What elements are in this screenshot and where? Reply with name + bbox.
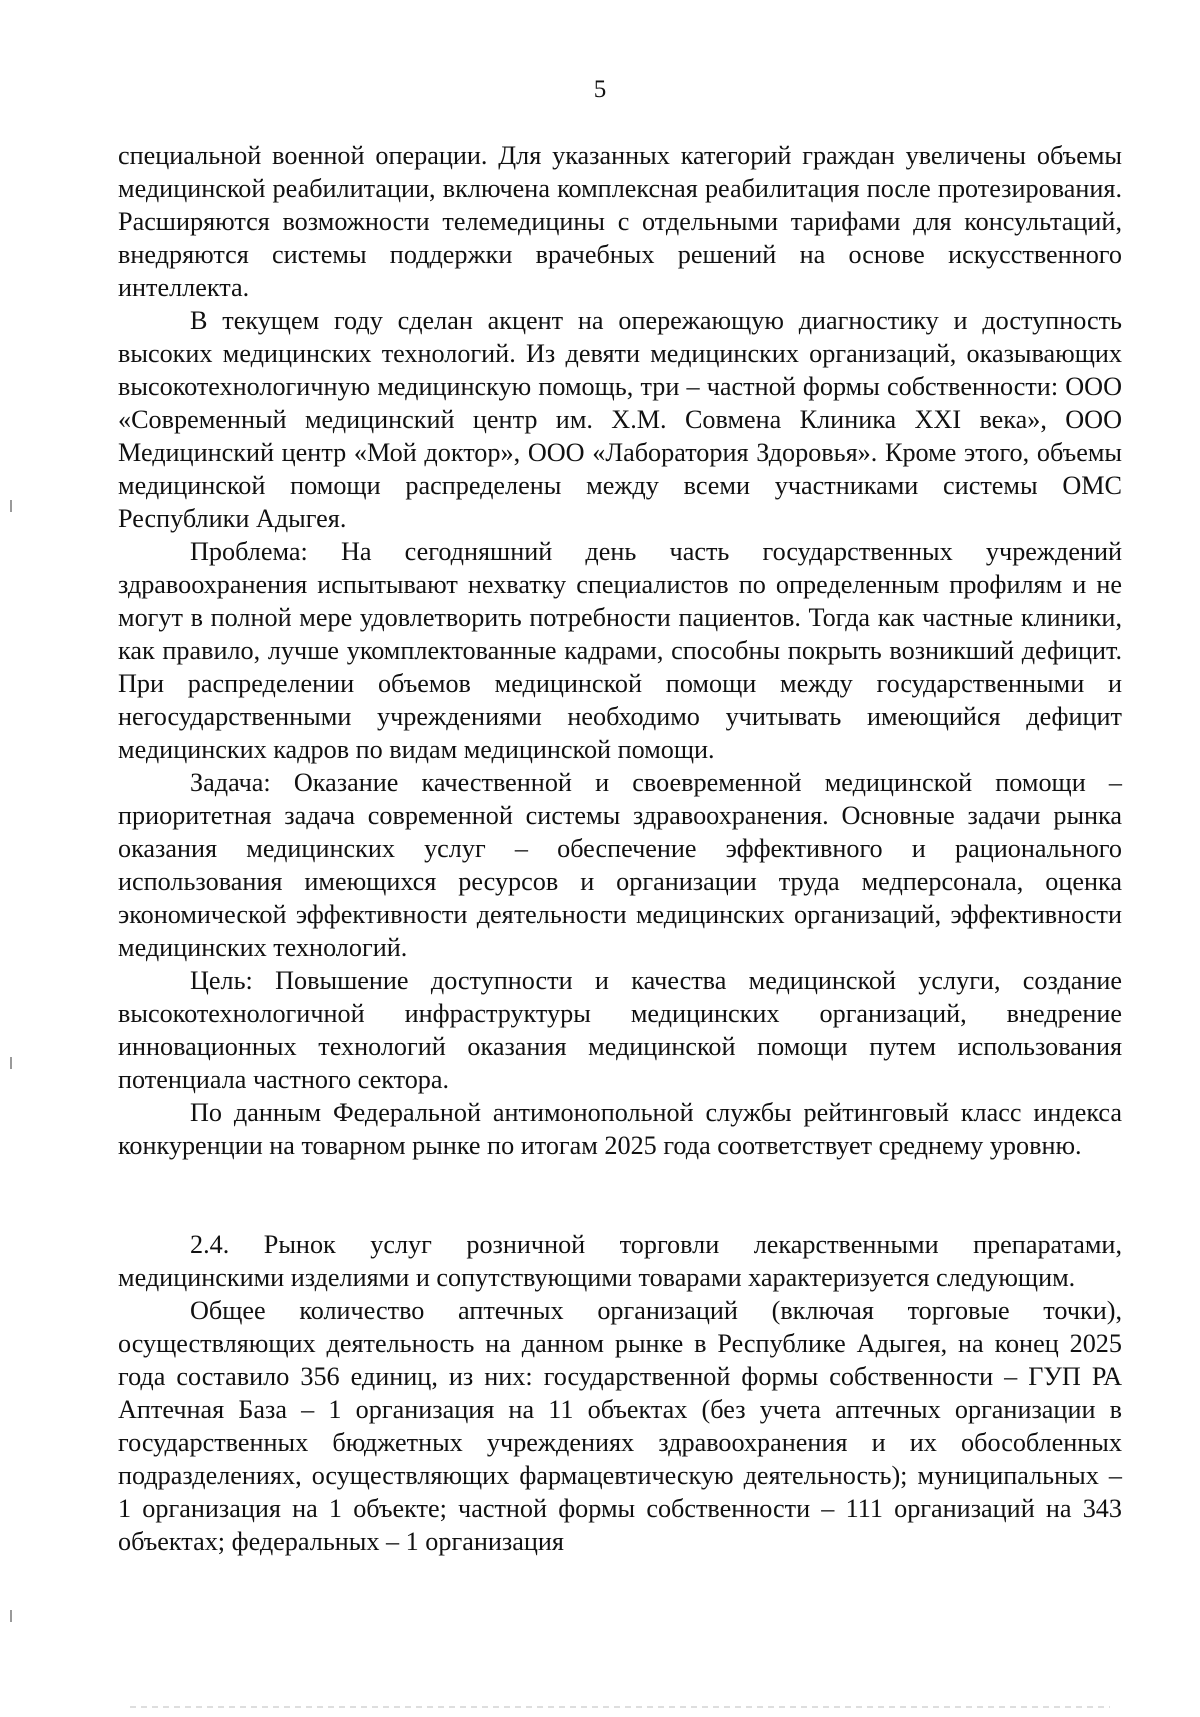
scan-margin-mark (10, 1057, 12, 1069)
scan-margin-mark (10, 1610, 12, 1622)
section-heading-2-4: 2.4. Рынок услуг розничной торговли лекарственными препаратами, медицинскими изделиями и сопутствующими товарами характеризуется следующим. (118, 1230, 1122, 1292)
paragraph-problem: Проблема: На сегодняшний день часть государственных учреждений здравоохранения испытывают нехватку специалистов по определенным профилям и не могут в полной мере удовлетворить потребности пациентов. Тогда как частные клиники, как правило, лучше укомплектованные кадрами, способны покрыть возникший дефицит. При распределении объемов медицинской помощи между государственными и негосударственными учреждениями необходимо учитывать имеющийся дефицит медицинских кадров по видам медицинской помощи. (118, 537, 1122, 764)
paragraph-goal: Цель: Повышение доступности и качества медицинской услуги, создание высокотехнологичной инфраструктуры медицинских организаций, внедрение инновационных технологий оказания медицинской помощи путем использования потенциала частного сектора. (118, 966, 1122, 1094)
paragraph-high-tech-diagnostics: В текущем году сделан акцент на опережающую диагностику и доступность высоких медицинских технологий. Из девяти медицинских организаций, оказывающих высокотехнологичную медицинскую помощь, три – частной формы собственности: ООО «Современный медицинский центр им. Х.М. Совмена Клиника XXI века», ООО Медицинский центр «Мой доктор», ООО «Лаборатория Здоровья». Кроме этого, объемы медицинской помощи распределены между всеми участниками системы ОМС Республики Адыгея. (118, 306, 1122, 533)
section-spacer (118, 1162, 1122, 1228)
paragraph-fas-rating: По данным Федеральной антимонопольной службы рейтинговый класс индекса конкуренции на товарном рынке по итогам 2025 года соответствует среднему уровню. (118, 1098, 1122, 1160)
paragraph-pharmacy-count: Общее количество аптечных организаций (включая торговые точки), осуществляющих деятельность на данном рынке в Республике Адыгея, на конец 2025 года составило 356 единиц, из них: государственной формы собственности – ГУП РА Аптечная База – 1 организация на 11 объектах (без учета аптечных организации в государственных бюджетных учреждениях здравоохранения и их обособленных подразделениях, осуществляющих фармацевтическую деятельность); муниципальных – 1 организация на 1 объекте; частной формы собственности – 111 организаций на 343 объектах; федеральных – 1 организация (118, 1296, 1122, 1556)
page-number: 5 (593, 76, 607, 103)
paragraph-continuation: специальной военной операции. Для указанных категорий граждан увеличены объемы медицинской реабилитации, включена комплексная реабилитация после протезирования. Расширяются возможности телемедицины с отдельными тарифами для консультаций, внедряются системы поддержки врачебных решений на основе искусственного интеллекта. (118, 141, 1122, 302)
scan-margin-mark (10, 500, 12, 512)
document-body (118, 139, 1122, 1558)
scan-bottom-edge (130, 1706, 1110, 1708)
paragraph-task: Задача: Оказание качественной и своевременной медицинской помощи – приоритетная задача современной системы здравоохранения. Основные задачи рынка оказания медицинских услуг – обеспечение эффективного и рационального использования имеющихся ресурсов и организации труда медперсонала, оценка экономической эффективности деятельности медицинских организаций, эффективности медицинских технологий. (118, 768, 1122, 962)
